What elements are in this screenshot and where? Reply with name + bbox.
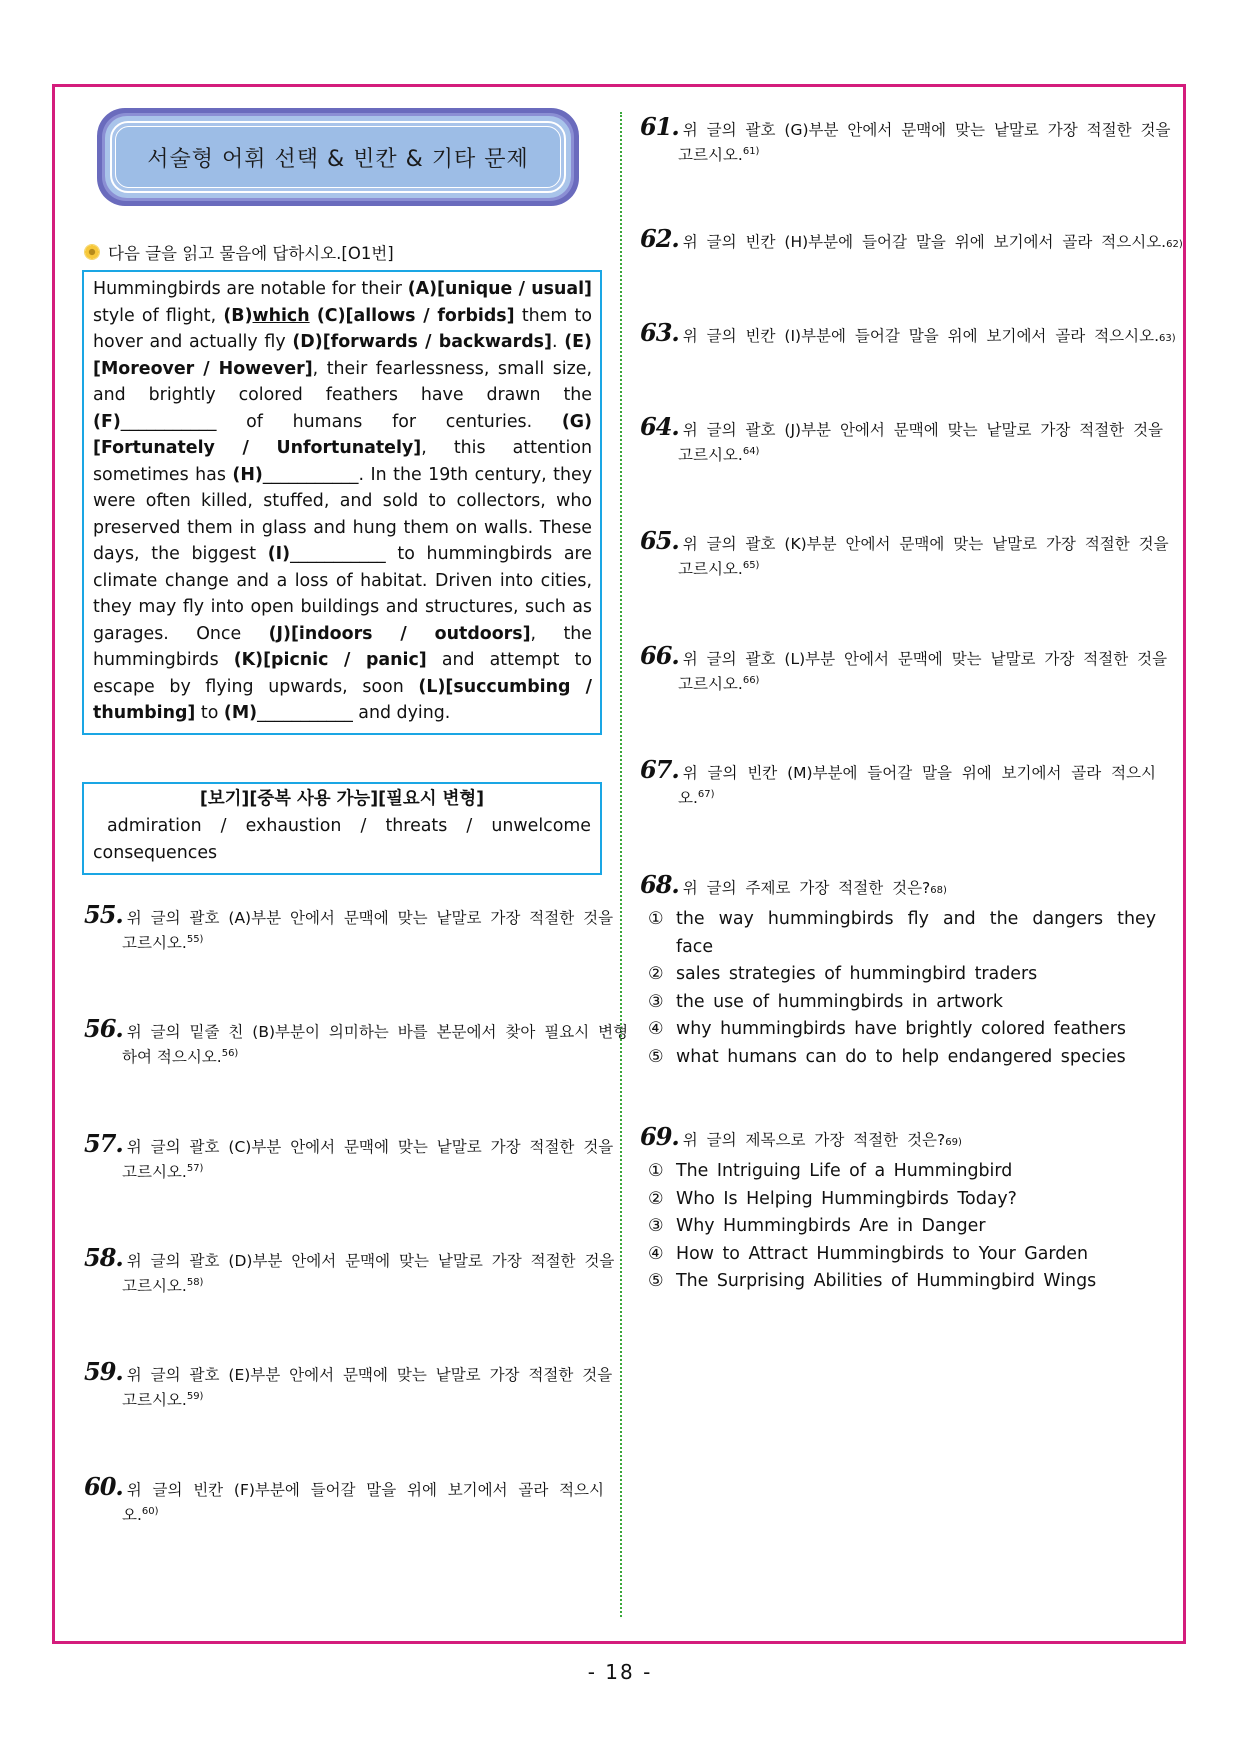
choice-3[interactable] <box>640 1213 1156 1241</box>
question-62 <box>640 224 1183 256</box>
passage-text: to <box>195 703 224 723</box>
choice-marker: ③ <box>648 991 664 1012</box>
question-64 <box>640 412 1164 466</box>
question-number: 68. <box>640 870 679 899</box>
question-text: 위 글의 빈칸 (F)부분에 들어갈 말을 위에 보기에서 골라 적으시 <box>126 1481 604 1499</box>
choice-marker: ① <box>648 909 664 929</box>
question-number: 69. <box>640 1122 679 1151</box>
choice-text: what humans can do to help endangered species <box>676 1046 1126 1067</box>
choice-1[interactable] <box>640 1158 1156 1186</box>
question-text: 위 글의 빈칸 (M)부분에 들어갈 말을 위에 보기에서 골라 적으시 <box>682 764 1156 782</box>
label-b: (B) <box>223 305 253 326</box>
question-text: 위 글의 빈칸 (I)부분에 들어갈 말을 위에 보기에서 골라 적으시오. <box>682 327 1160 345</box>
choice-text: why hummingbirds have brightly colored feathers <box>676 1019 1126 1039</box>
footnote-ref: 60) <box>141 1506 159 1517</box>
blank-h: ___________ <box>262 464 359 485</box>
choice-bracket-g: (G)[Fortunately / Unfortunately] <box>93 411 592 458</box>
footnote-ref: 57) <box>186 1163 204 1174</box>
choice-5[interactable] <box>640 1268 1156 1296</box>
footnote-ref: 63) <box>1159 333 1176 344</box>
question-text: 고르시오. <box>678 446 743 465</box>
blank-i: ___________ <box>290 544 386 564</box>
question-61 <box>640 112 1171 166</box>
choice-marker: ④ <box>648 1243 664 1264</box>
choice-marker: ③ <box>648 1216 664 1236</box>
question-number: 55. <box>84 900 123 929</box>
question-text: 위 글의 밑줄 친 (B)부분이 의미하는 바를 본문에서 찾아 필요시 변형 <box>126 1023 629 1041</box>
section-title: 서술형 어휘 선택 & 빈칸 & 기타 문제 <box>115 126 561 188</box>
choice-2[interactable] <box>640 961 1156 989</box>
instruction <box>84 240 394 264</box>
blank-label-f: (F) <box>93 411 121 432</box>
passage-text: , their fearlessness, small size, and brightly colored feathers have drawn the <box>93 358 592 405</box>
blank-m: ___________ <box>257 703 353 723</box>
question-text: 오. <box>122 1506 142 1525</box>
passage-text: and dying. <box>352 703 451 723</box>
footnote-ref: 61) <box>742 146 760 157</box>
question-text: 고르시오. <box>122 934 187 953</box>
passage-text: Hummingbirds are notable for their <box>93 279 408 299</box>
footnote-ref: 67) <box>697 789 715 800</box>
choice-marker: ⑤ <box>648 1271 664 1291</box>
footnote-ref: 56) <box>221 1048 239 1059</box>
choice-bracket-a: (A)[unique / usual] <box>407 279 592 299</box>
passage-text <box>310 306 317 326</box>
question-number: 58. <box>84 1243 123 1272</box>
question-69 <box>640 1122 1156 1296</box>
footnote-ref: 55) <box>186 934 204 945</box>
question-text: 위 글의 괄호 (K)부분 안에서 문맥에 맞는 낱말로 가장 적절한 것을 <box>682 535 1169 553</box>
choice-text: sales strategies of hummingbird traders <box>676 964 1038 984</box>
passage-text: of humans for centuries. <box>216 411 562 432</box>
choice-marker: ⑤ <box>648 1046 664 1067</box>
question-66 <box>640 641 1168 695</box>
question-number: 59. <box>84 1357 123 1386</box>
question-text: 위 글의 괄호 (C)부분 안에서 문맥에 맞는 낱말로 가장 적절한 것을 <box>126 1138 614 1156</box>
choice-text: Who Is Helping Hummingbirds Today? <box>676 1188 1017 1209</box>
footnote-ref: 69) <box>945 1137 962 1148</box>
footnote-ref: 62) <box>1166 239 1183 250</box>
underlined-b: which <box>252 305 310 326</box>
flower-bullet-icon <box>84 244 100 260</box>
choice-text: The Surprising Abilities of Hummingbird Wings <box>676 1271 1097 1291</box>
question-number: 64. <box>640 412 679 441</box>
question-59 <box>84 1357 613 1411</box>
question-text: 위 글의 괄호 (G)부분 안에서 문맥에 맞는 낱말로 가장 적절한 것을 <box>682 121 1171 139</box>
passage-text: . <box>551 332 565 352</box>
choice-bracket-c: (C)[allows / forbids] <box>316 305 515 326</box>
footnote-ref: 59) <box>186 1391 204 1402</box>
choice-bracket-l: (L)[succumbing / thumbing] <box>93 676 593 723</box>
question-number: 63. <box>640 318 679 347</box>
choice-4[interactable] <box>640 1241 1156 1269</box>
choice-text: the use of hummingbirds in artwork <box>676 991 1003 1012</box>
passage-text: and attempt to escape by flying upwards, soon <box>93 650 592 697</box>
page-number: - 18 - <box>587 1660 653 1684</box>
blank-label-i: (I) <box>267 544 291 564</box>
passage-text: them to hover and actually fly <box>93 305 593 352</box>
question-text: 고르시오. <box>678 675 743 694</box>
question-text: 위 글의 빈칸 (H)부분에 들어갈 말을 위에 보기에서 골라 적으시오. <box>682 233 1167 251</box>
choice-3[interactable] <box>640 989 1156 1017</box>
choice-1[interactable] <box>640 906 1156 961</box>
answer-choices <box>640 906 1156 1071</box>
blank-label-m: (M) <box>223 703 258 723</box>
footnote-ref: 64) <box>742 446 760 457</box>
question-text: 고르시오. <box>122 1163 187 1182</box>
footnote-ref: 58) <box>186 1277 204 1288</box>
choice-bracket-e: (E)[Moreover / However] <box>93 332 592 379</box>
question-text: 위 글의 주제로 가장 적절한 것은? <box>682 879 931 897</box>
word-bank-box <box>82 782 602 875</box>
choice-2[interactable] <box>640 1186 1156 1214</box>
blank-f: ___________ <box>120 411 217 432</box>
passage-text: to hummingbirds are climate change and a loss of habitat. Driven into cities, they may fly into open buildings and structures, such as garages. Once <box>93 544 592 644</box>
choice-marker: ② <box>648 1188 664 1209</box>
passage-text: , the hummingbirds <box>93 623 592 670</box>
section-title-badge <box>97 108 579 206</box>
question-text: 고르시오. <box>122 1391 187 1410</box>
question-55 <box>84 900 614 954</box>
choice-bracket-d: (D)[forwards / backwards] <box>292 332 552 352</box>
choice-text: Why Hummingbirds Are in Danger <box>676 1216 986 1236</box>
question-65 <box>640 526 1169 580</box>
question-number: 60. <box>84 1472 123 1501</box>
question-number: 56. <box>84 1014 123 1043</box>
passage-text: style of flight, <box>93 305 224 326</box>
footnote-ref: 65) <box>742 560 760 571</box>
choice-bracket-k: (K)[picnic / panic] <box>233 650 427 670</box>
question-text: 위 글의 괄호 (J)부분 안에서 문맥에 맞는 낱말로 가장 적절한 것을 <box>682 421 1164 439</box>
word-bank-heading: [보기][중복 사용 가능][필요시 변형] <box>199 789 485 809</box>
passage-text: , this attention sometimes has <box>93 438 592 485</box>
question-text: 위 글의 괄호 (L)부분 안에서 문맥에 맞는 낱말로 가장 적절한 것을 <box>682 650 1168 668</box>
question-text: 위 글의 괄호 (E)부분 안에서 문맥에 맞는 낱말로 가장 적절한 것을 <box>126 1366 613 1384</box>
column-divider <box>620 112 622 1617</box>
choice-marker: ② <box>648 964 664 984</box>
question-number: 57. <box>84 1129 123 1158</box>
choice-text: the way hummingbirds fly and the dangers they face <box>676 909 1156 957</box>
reading-passage <box>82 270 602 735</box>
answer-choices <box>640 1158 1156 1296</box>
question-number: 67. <box>640 755 679 784</box>
instruction-text: 다음 글을 읽고 물음에 답하시오.[O1번] <box>108 244 394 263</box>
choice-4[interactable] <box>640 1016 1156 1044</box>
question-68 <box>640 870 1156 1071</box>
question-number: 62. <box>640 224 679 253</box>
choice-marker: ④ <box>648 1019 664 1039</box>
choice-5[interactable] <box>640 1044 1156 1072</box>
question-text: 위 글의 제목으로 가장 적절한 것은? <box>682 1131 946 1149</box>
footnote-ref: 68) <box>930 885 947 896</box>
question-number: 61. <box>640 112 679 141</box>
question-60 <box>84 1472 604 1526</box>
question-text: 위 글의 괄호 (A)부분 안에서 문맥에 맞는 낱말로 가장 적절한 것을 <box>126 909 614 927</box>
question-text: 고르시오. <box>678 560 743 579</box>
word-bank-words: admiration / exhaustion / threats / unwelcome consequences <box>93 816 591 863</box>
question-text: 하여 적으시오. <box>122 1048 222 1067</box>
blank-label-h: (H) <box>232 464 263 485</box>
question-number: 65. <box>640 526 679 555</box>
choice-marker: ① <box>648 1161 664 1181</box>
choice-text: The Intriguing Life of a Hummingbird <box>676 1161 1013 1181</box>
passage-text: . In the 19th century, they were often killed, stuffed, and sold to collectors, who preserved them in glass and hung them on walls. These days, the biggest <box>93 464 592 564</box>
question-56 <box>84 1014 629 1068</box>
choice-bracket-j: (J)[indoors / outdoors] <box>268 623 531 644</box>
question-63 <box>640 318 1176 350</box>
question-text: 위 글의 괄호 (D)부분 안에서 문맥에 맞는 낱말로 가장 적절한 것을 <box>126 1252 615 1270</box>
question-text: 고르시오. <box>678 146 743 165</box>
question-57 <box>84 1129 614 1183</box>
question-67 <box>640 755 1156 809</box>
question-58 <box>84 1243 615 1297</box>
footnote-ref: 66) <box>742 675 760 686</box>
question-number: 66. <box>640 641 679 670</box>
question-text: 오. <box>678 789 698 808</box>
question-text: 고르시오. <box>122 1277 187 1296</box>
choice-text: How to Attract Hummingbirds to Your Garden <box>676 1243 1088 1264</box>
